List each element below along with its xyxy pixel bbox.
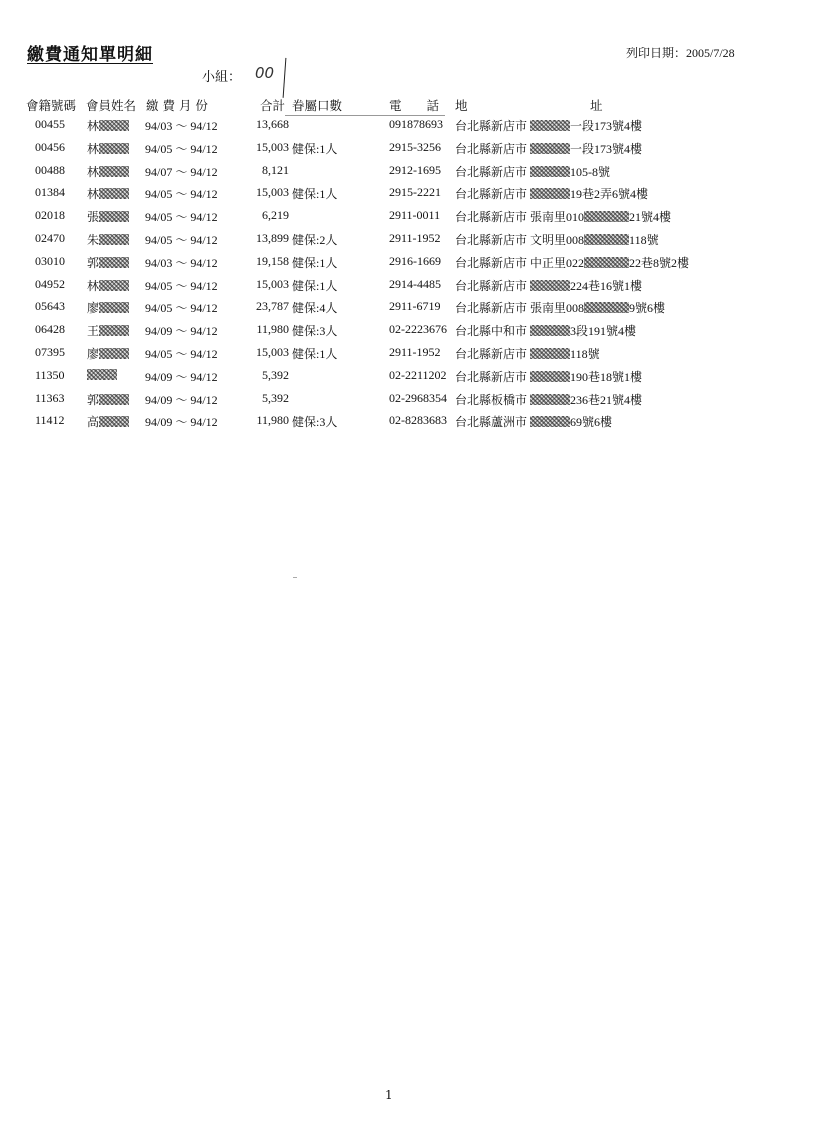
address-city: 台北縣新店市 (455, 119, 528, 133)
group-label: 小組： (202, 70, 242, 85)
member-id-cell: 00456 (35, 139, 65, 154)
redacted-address-block (584, 257, 629, 268)
table-row (0, 299, 816, 322)
member-name-cell (87, 299, 129, 316)
total-cell: 15,003 (256, 344, 289, 359)
header-divider (285, 115, 445, 116)
dependents-cell: 健保:1人 (292, 278, 338, 293)
header-phone: 電 話 (389, 98, 440, 113)
address-tail: 22巷8號2樓 (629, 255, 690, 270)
period-cell: 94/05 ～ 94/12 (145, 301, 218, 316)
total-cell: 11,980 (256, 413, 289, 428)
scan-speck (293, 577, 297, 578)
address-detail: 一段173號4樓 (570, 141, 643, 156)
redacted-address-block (530, 120, 570, 131)
period-cell: 94/05 ～ 94/12 (145, 210, 218, 225)
dependents-cell: 健保:1人 (292, 141, 338, 156)
member-name-cell (87, 413, 129, 430)
member-surname: 林 (87, 187, 100, 202)
address-cell (455, 208, 671, 225)
member-surname: 郭 (87, 255, 100, 270)
member-surname: 林 (87, 119, 100, 133)
address-city: 台北縣新店市 (455, 278, 528, 293)
redacted-address-block (584, 211, 629, 222)
redacted-name-block (99, 257, 129, 268)
table-row (0, 391, 816, 414)
redacted-address-block (530, 416, 570, 427)
address-tail: 118號 (629, 232, 659, 247)
header-period: 繳 費 月 份 (146, 98, 208, 113)
member-name-cell (87, 345, 129, 362)
address-detail: 236巷21號4樓 (570, 392, 643, 407)
member-name-cell (87, 322, 129, 339)
period-cell: 94/07 ～ 94/12 (145, 164, 218, 179)
address-tail: 9號6樓 (629, 301, 666, 316)
table-row (0, 322, 816, 345)
redacted-name-block (99, 120, 129, 131)
member-surname: 王 (87, 324, 100, 339)
table-header (0, 96, 816, 114)
total-cell: 13,899 (256, 230, 289, 245)
member-name-cell (87, 185, 129, 202)
print-date: 列印日期：2005/7/28 (626, 46, 735, 60)
address-city: 台北縣中和市 (455, 324, 528, 339)
redacted-name-block (99, 348, 129, 359)
total-cell: 15,003 (256, 276, 289, 291)
redacted-name-block (87, 369, 117, 380)
redacted-name-block (99, 325, 129, 336)
address-detail: 張南里010 (530, 210, 585, 225)
address-detail: 一段173號4樓 (570, 119, 643, 133)
redacted-address-block (530, 371, 570, 382)
address-cell (455, 140, 642, 157)
phone-cell: 2911-1952 (389, 344, 441, 359)
address-city: 台北縣新店市 (455, 255, 528, 270)
redacted-address-block (584, 302, 629, 313)
address-city: 台北縣蘆洲市 (455, 415, 528, 430)
address-cell (455, 277, 642, 294)
period-cell: 94/09 ～ 94/12 (145, 369, 218, 384)
member-name-cell (87, 163, 129, 180)
member-id-cell: 03010 (35, 253, 65, 268)
member-id-cell: 00455 (35, 117, 65, 131)
address-city: 台北縣新店市 (455, 187, 528, 202)
address-detail: 文明里008 (530, 232, 585, 247)
phone-cell: 091878693 (389, 117, 443, 131)
phone-cell: 02-8283683 (389, 413, 447, 428)
address-cell (455, 368, 642, 385)
address-cell (455, 413, 612, 430)
redacted-address-block (530, 394, 570, 405)
total-cell: 19,158 (256, 253, 289, 268)
phone-cell: 02-2968354 (389, 390, 447, 405)
period-cell: 94/09 ～ 94/12 (145, 392, 218, 407)
member-id-cell: 11412 (35, 413, 65, 428)
address-cell (455, 117, 642, 134)
total-cell: 15,003 (256, 185, 289, 200)
phone-cell: 02-2211202 (389, 367, 447, 382)
table-row (0, 163, 816, 186)
address-city: 台北縣板橋市 (455, 392, 528, 407)
redacted-address-block (530, 166, 570, 177)
member-id-cell: 06428 (35, 322, 65, 337)
dependents-cell: 健保:3人 (292, 415, 338, 430)
phone-cell: 2911-1952 (389, 230, 441, 245)
period-cell: 94/05 ～ 94/12 (145, 232, 218, 247)
redacted-name-block (99, 302, 129, 313)
address-city: 台北縣新店市 (455, 369, 528, 384)
dependents-cell: 健保:3人 (292, 324, 338, 339)
member-id-cell: 00488 (35, 162, 65, 177)
total-cell: 15,003 (256, 139, 289, 154)
member-surname: 郭 (87, 392, 100, 407)
member-id-cell: 07395 (35, 344, 65, 359)
total-cell: 5,392 (262, 367, 289, 382)
address-detail: 中正里022 (530, 255, 585, 270)
redacted-name-block (99, 394, 129, 405)
document-title: 繳費通知單明細 (27, 45, 153, 65)
table-row (0, 254, 816, 277)
member-surname: 廖 (87, 301, 100, 316)
phone-cell: 2916-1669 (389, 253, 441, 268)
member-name-cell (87, 208, 129, 225)
address-city: 台北縣新店市 (455, 164, 528, 179)
address-city: 台北縣新店市 (455, 301, 528, 316)
member-name-cell (87, 117, 129, 134)
member-surname: 朱 (87, 232, 100, 247)
total-cell: 8,121 (262, 162, 289, 177)
address-detail: 3段191號4樓 (570, 324, 637, 339)
address-detail: 224巷16號1樓 (570, 278, 643, 293)
redacted-address-block (530, 280, 570, 291)
header-member-name: 會員姓名 (86, 98, 137, 113)
table-row (0, 413, 816, 436)
member-id-cell: 05643 (35, 299, 65, 314)
member-id-cell: 02470 (35, 230, 65, 245)
member-surname: 林 (87, 278, 100, 293)
member-name-cell (87, 391, 129, 408)
handwritten-mark (283, 58, 290, 98)
period-cell: 94/05 ～ 94/12 (145, 141, 218, 156)
table-body (0, 117, 816, 436)
member-surname: 張 (87, 210, 100, 225)
address-city: 台北縣新店市 (455, 210, 528, 225)
table-row (0, 345, 816, 368)
redacted-name-block (99, 280, 129, 291)
address-detail: 19巷2弄6號4樓 (570, 187, 649, 202)
redacted-name-block (99, 211, 129, 222)
member-surname: 高 (87, 415, 100, 430)
address-cell (455, 231, 659, 248)
member-name-cell (87, 231, 129, 248)
address-cell (455, 299, 665, 316)
total-cell: 5,392 (262, 390, 289, 405)
total-cell: 6,219 (262, 208, 289, 223)
redacted-name-block (99, 416, 129, 427)
member-name-cell (87, 140, 129, 157)
redacted-name-block (99, 143, 129, 154)
address-city: 台北縣新店市 (455, 141, 528, 156)
redacted-name-block (99, 188, 129, 199)
table-row (0, 368, 816, 391)
table-row (0, 277, 816, 300)
table-row (0, 140, 816, 163)
member-name-cell (87, 277, 129, 294)
redacted-name-block (99, 234, 129, 245)
redacted-address-block (584, 234, 629, 245)
period-cell: 94/03 ～ 94/12 (145, 255, 218, 270)
address-tail: 21號4樓 (629, 210, 672, 225)
redacted-address-block (530, 325, 570, 336)
redacted-name-block (99, 166, 129, 177)
phone-cell: 02-2223676 (389, 322, 447, 337)
phone-cell: 2911-6719 (389, 299, 441, 314)
address-cell (455, 163, 610, 180)
member-surname: 廖 (87, 346, 100, 361)
address-city: 台北縣新店市 (455, 346, 528, 361)
member-id-cell: 11350 (35, 367, 65, 382)
table-row (0, 231, 816, 254)
dependents-cell: 健保:1人 (292, 346, 338, 361)
page-number: 1 (385, 1088, 393, 1102)
address-cell (455, 391, 642, 408)
member-id-cell: 02018 (35, 208, 65, 223)
phone-cell: 2912-1695 (389, 162, 441, 177)
period-cell: 94/05 ～ 94/12 (145, 187, 218, 202)
dependents-cell: 健保:4人 (292, 301, 338, 316)
address-detail: 69號6樓 (570, 415, 613, 430)
redacted-address-block (530, 143, 570, 154)
phone-cell: 2914-4485 (389, 276, 441, 291)
period-cell: 94/09 ～ 94/12 (145, 324, 218, 339)
address-city: 台北縣新店市 (455, 232, 528, 247)
period-cell: 94/09 ～ 94/12 (145, 415, 218, 430)
redacted-address-block (530, 348, 570, 359)
address-cell (455, 254, 689, 271)
phone-cell: 2915-2221 (389, 185, 441, 200)
phone-cell: 2911-0011 (389, 208, 441, 223)
member-id-cell: 04952 (35, 276, 65, 291)
member-id-cell: 11363 (35, 390, 65, 405)
redacted-address-block (530, 188, 570, 199)
header-member-id: 會籍號碼 (26, 98, 77, 113)
phone-cell: 2915-3256 (389, 139, 441, 154)
address-cell (455, 322, 636, 339)
member-name-cell (87, 368, 117, 383)
table-row (0, 208, 816, 231)
dependents-cell: 健保:1人 (292, 187, 338, 202)
table-row (0, 117, 816, 140)
period-cell: 94/05 ～ 94/12 (145, 278, 218, 293)
period-cell: 94/05 ～ 94/12 (145, 346, 218, 361)
member-id-cell: 01384 (35, 185, 65, 200)
address-detail: 190巷18號1樓 (570, 369, 643, 384)
total-cell: 11,980 (256, 322, 289, 337)
address-cell (455, 185, 648, 202)
header-address-left: 地 (455, 98, 468, 113)
address-cell (455, 345, 600, 362)
total-cell: 13,668 (256, 117, 289, 131)
dependents-cell: 健保:1人 (292, 255, 338, 270)
header-address-right: 址 (590, 98, 603, 113)
group-value: 00 (255, 64, 275, 82)
member-surname: 林 (87, 141, 100, 156)
header-dependents: 眷屬口數 (292, 98, 343, 113)
total-cell: 23,787 (256, 299, 289, 314)
period-cell: 94/03 ～ 94/12 (145, 119, 218, 133)
address-detail: 118號 (570, 346, 600, 361)
dependents-cell: 健保:2人 (292, 232, 338, 247)
address-detail: 105-8號 (570, 164, 611, 179)
member-surname: 林 (87, 164, 100, 179)
header-total: 合計 (260, 98, 286, 113)
table-row (0, 185, 816, 208)
member-name-cell (87, 254, 129, 271)
address-detail: 張南里008 (530, 301, 585, 316)
